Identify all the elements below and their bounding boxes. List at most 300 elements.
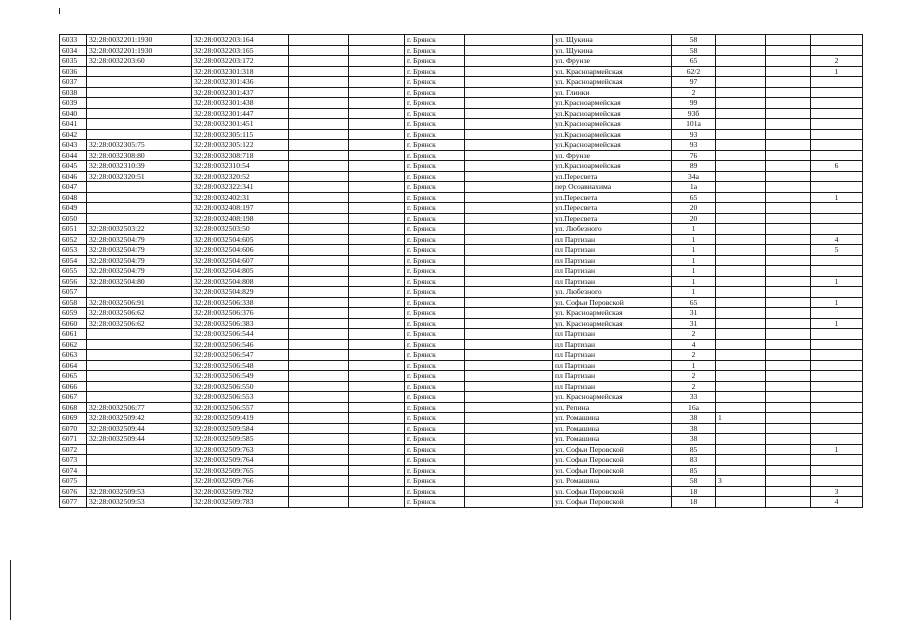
house-number: 1	[672, 287, 716, 298]
count-cell	[811, 98, 863, 109]
parcel-number: 32:28:0032504:79	[87, 245, 192, 256]
house-number: 1	[672, 255, 716, 266]
cadastral-number: 32:28:0032506:547	[192, 350, 289, 361]
blank-cell	[766, 297, 811, 308]
table-row	[60, 35, 863, 46]
note-cell: 3	[716, 476, 766, 487]
blank-cell	[289, 234, 349, 245]
blank-cell	[289, 87, 349, 98]
note-cell	[716, 224, 766, 235]
count-cell: 1	[811, 297, 863, 308]
count-cell: 1	[811, 444, 863, 455]
parcel-number	[87, 444, 192, 455]
parcel-number: 32:28:0032504:80	[87, 276, 192, 287]
street: ул.Красноармейская	[553, 119, 672, 130]
parcel-number: 32:28:0032506:91	[87, 297, 192, 308]
city: г. Брянск	[405, 329, 465, 340]
cadastral-number: 32:28:0032504:605	[192, 234, 289, 245]
blank-cell	[465, 381, 553, 392]
blank-cell	[465, 119, 553, 130]
blank-cell	[766, 276, 811, 287]
city: г. Брянск	[405, 245, 465, 256]
count-cell	[811, 213, 863, 224]
parcel-number	[87, 77, 192, 88]
note-cell	[716, 455, 766, 466]
blank-cell	[465, 77, 553, 88]
house-number: 1	[672, 360, 716, 371]
table-row	[60, 276, 863, 287]
parcel-number: 32:28:0032509:53	[87, 486, 192, 497]
row-number: 6058	[60, 297, 87, 308]
note-cell	[716, 161, 766, 172]
cadastral-number: 32:28:0032408:198	[192, 213, 289, 224]
blank-cell	[766, 224, 811, 235]
cadastral-number: 32:28:0032203:165	[192, 45, 289, 56]
count-cell	[811, 329, 863, 340]
row-number: 6042	[60, 129, 87, 140]
blank-cell	[465, 371, 553, 382]
house-number: 89	[672, 161, 716, 172]
city: г. Брянск	[405, 297, 465, 308]
city: г. Брянск	[405, 150, 465, 161]
blank-cell	[349, 56, 405, 67]
blank-cell	[289, 413, 349, 424]
blank-cell	[289, 497, 349, 508]
street: пер Осоавиахима	[553, 182, 672, 193]
cadastral-number: 32:28:0032301:318	[192, 66, 289, 77]
blank-cell	[349, 308, 405, 319]
table-row	[60, 486, 863, 497]
blank-cell	[289, 35, 349, 46]
city: г. Брянск	[405, 318, 465, 329]
house-number: 58	[672, 476, 716, 487]
row-number: 6072	[60, 444, 87, 455]
blank-cell	[349, 192, 405, 203]
blank-cell	[349, 413, 405, 424]
blank-cell	[349, 329, 405, 340]
blank-cell	[766, 77, 811, 88]
blank-cell	[465, 213, 553, 224]
house-number: 58	[672, 35, 716, 46]
count-cell	[811, 392, 863, 403]
blank-cell	[349, 161, 405, 172]
blank-cell	[465, 402, 553, 413]
blank-cell	[465, 245, 553, 256]
street: пл Партизан	[553, 371, 672, 382]
blank-cell	[289, 476, 349, 487]
cadastral-number: 32:28:0032503:50	[192, 224, 289, 235]
blank-cell	[289, 129, 349, 140]
row-number: 6077	[60, 497, 87, 508]
blank-cell	[289, 329, 349, 340]
city: г. Брянск	[405, 140, 465, 151]
street: пл Партизан	[553, 234, 672, 245]
note-cell	[716, 150, 766, 161]
blank-cell	[349, 224, 405, 235]
blank-cell	[465, 266, 553, 277]
blank-cell	[289, 486, 349, 497]
note-cell	[716, 108, 766, 119]
table-row	[60, 497, 863, 508]
parcel-number	[87, 360, 192, 371]
city: г. Брянск	[405, 476, 465, 487]
note-cell	[716, 245, 766, 256]
blank-cell	[465, 98, 553, 109]
count-cell	[811, 224, 863, 235]
blank-cell	[465, 486, 553, 497]
house-number: 101а	[672, 119, 716, 130]
count-cell	[811, 45, 863, 56]
blank-cell	[766, 266, 811, 277]
parcel-number: 32:28:0032509:42	[87, 413, 192, 424]
house-number: 38	[672, 434, 716, 445]
note-cell	[716, 287, 766, 298]
cadastral-number: 32:28:0032509:585	[192, 434, 289, 445]
blank-cell	[465, 56, 553, 67]
blank-cell	[349, 182, 405, 193]
blank-cell	[349, 35, 405, 46]
blank-cell	[289, 455, 349, 466]
note-cell	[716, 77, 766, 88]
blank-cell	[289, 108, 349, 119]
note-cell	[716, 35, 766, 46]
city: г. Брянск	[405, 276, 465, 287]
count-cell	[811, 35, 863, 46]
blank-cell	[766, 497, 811, 508]
parcel-number	[87, 350, 192, 361]
count-cell: 4	[811, 497, 863, 508]
blank-cell	[465, 497, 553, 508]
table-row	[60, 255, 863, 266]
street: ул.Пересвета	[553, 171, 672, 182]
blank-cell	[349, 455, 405, 466]
house-number: 31	[672, 308, 716, 319]
count-cell	[811, 287, 863, 298]
blank-cell	[289, 434, 349, 445]
note-cell	[716, 434, 766, 445]
table-row	[60, 266, 863, 277]
parcel-number	[87, 87, 192, 98]
row-number: 6040	[60, 108, 87, 119]
blank-cell	[766, 35, 811, 46]
row-number: 6045	[60, 161, 87, 172]
house-number: 1	[672, 234, 716, 245]
parcel-number: 32:28:0032310:39	[87, 161, 192, 172]
blank-cell	[766, 360, 811, 371]
blank-cell	[766, 308, 811, 319]
note-cell	[716, 276, 766, 287]
city: г. Брянск	[405, 56, 465, 67]
blank-cell	[289, 224, 349, 235]
note-cell	[716, 213, 766, 224]
street: ул. Софьи Перовской	[553, 486, 672, 497]
note-cell: 1	[716, 413, 766, 424]
parcel-number	[87, 119, 192, 130]
count-cell	[811, 108, 863, 119]
city: г. Брянск	[405, 108, 465, 119]
row-number: 6041	[60, 119, 87, 130]
blank-cell	[766, 329, 811, 340]
blank-cell	[289, 119, 349, 130]
city: г. Брянск	[405, 371, 465, 382]
city: г. Брянск	[405, 234, 465, 245]
table-row	[60, 171, 863, 182]
blank-cell	[349, 350, 405, 361]
house-number: 1а	[672, 182, 716, 193]
cadastral-number: 32:28:0032506:557	[192, 402, 289, 413]
city: г. Брянск	[405, 350, 465, 361]
cadastral-number: 32:28:0032320:52	[192, 171, 289, 182]
cadastral-number: 32:28:0032504:808	[192, 276, 289, 287]
street: ул.Красноармейская	[553, 140, 672, 151]
city: г. Брянск	[405, 455, 465, 466]
blank-cell	[465, 203, 553, 214]
blank-cell	[465, 465, 553, 476]
table-row	[60, 350, 863, 361]
cadastral-number: 32:28:0032402:31	[192, 192, 289, 203]
city: г. Брянск	[405, 161, 465, 172]
cadastral-number: 32:28:0032203:172	[192, 56, 289, 67]
blank-cell	[349, 297, 405, 308]
cadastral-number: 32:28:0032509:783	[192, 497, 289, 508]
table-row	[60, 129, 863, 140]
table-body	[60, 35, 863, 508]
note-cell	[716, 308, 766, 319]
blank-cell	[465, 45, 553, 56]
parcel-number	[87, 213, 192, 224]
row-number: 6063	[60, 350, 87, 361]
house-number: 76	[672, 150, 716, 161]
blank-cell	[289, 339, 349, 350]
street: ул. Софьи Перовской	[553, 297, 672, 308]
row-number: 6059	[60, 308, 87, 319]
row-number: 6071	[60, 434, 87, 445]
cadastral-number: 32:28:0032506:550	[192, 381, 289, 392]
count-cell	[811, 381, 863, 392]
street: ул.Пересвета	[553, 192, 672, 203]
count-cell	[811, 402, 863, 413]
note-cell	[716, 182, 766, 193]
note-cell	[716, 350, 766, 361]
city: г. Брянск	[405, 339, 465, 350]
cadastral-number: 32:28:0032509:782	[192, 486, 289, 497]
house-number: 65	[672, 297, 716, 308]
house-number: 34а	[672, 171, 716, 182]
row-number: 6062	[60, 339, 87, 350]
row-number: 6069	[60, 413, 87, 424]
blank-cell	[289, 287, 349, 298]
count-cell: 1	[811, 192, 863, 203]
parcel-number: 32:28:0032320:51	[87, 171, 192, 182]
note-cell	[716, 255, 766, 266]
row-number: 6057	[60, 287, 87, 298]
city: г. Брянск	[405, 119, 465, 130]
street: ул. Фрунзе	[553, 150, 672, 161]
city: г. Брянск	[405, 192, 465, 203]
blank-cell	[289, 444, 349, 455]
row-number: 6076	[60, 486, 87, 497]
blank-cell	[289, 213, 349, 224]
blank-cell	[766, 423, 811, 434]
city: г. Брянск	[405, 224, 465, 235]
blank-cell	[766, 161, 811, 172]
blank-cell	[349, 255, 405, 266]
street: пл Партизан	[553, 381, 672, 392]
count-cell	[811, 266, 863, 277]
count-cell	[811, 455, 863, 466]
blank-cell	[465, 171, 553, 182]
street: ул. Софьи Перовской	[553, 444, 672, 455]
cadastral-number: 32:28:0032504:805	[192, 266, 289, 277]
table-row	[60, 308, 863, 319]
blank-cell	[349, 98, 405, 109]
house-number: 1	[672, 245, 716, 256]
parcel-number	[87, 465, 192, 476]
parcel-number: 32:28:0032203:60	[87, 56, 192, 67]
note-cell	[716, 56, 766, 67]
blank-cell	[465, 234, 553, 245]
blank-cell	[289, 371, 349, 382]
parcel-number	[87, 129, 192, 140]
house-number: 85	[672, 444, 716, 455]
table-row	[60, 234, 863, 245]
house-number: 18	[672, 497, 716, 508]
note-cell	[716, 486, 766, 497]
blank-cell	[766, 444, 811, 455]
cadastral-number: 32:28:0032408:197	[192, 203, 289, 214]
note-cell	[716, 318, 766, 329]
blank-cell	[289, 423, 349, 434]
parcel-number	[87, 203, 192, 214]
house-number: 2	[672, 371, 716, 382]
street: ул. Ромашина	[553, 423, 672, 434]
street: ул. Щукина	[553, 45, 672, 56]
street: пл Партизан	[553, 245, 672, 256]
note-cell	[716, 402, 766, 413]
blank-cell	[289, 66, 349, 77]
table-row	[60, 213, 863, 224]
city: г. Брянск	[405, 129, 465, 140]
blank-cell	[349, 45, 405, 56]
row-number: 6066	[60, 381, 87, 392]
street: пл Партизан	[553, 266, 672, 277]
cadastral-number: 32:28:0032504:829	[192, 287, 289, 298]
blank-cell	[349, 150, 405, 161]
table-row	[60, 66, 863, 77]
blank-cell	[289, 77, 349, 88]
city: г. Брянск	[405, 98, 465, 109]
blank-cell	[465, 182, 553, 193]
blank-cell	[766, 56, 811, 67]
blank-cell	[349, 465, 405, 476]
parcel-number: 32:28:0032504:79	[87, 255, 192, 266]
cadastral-number: 32:28:0032506:338	[192, 297, 289, 308]
cadastral-number: 32:28:0032305:122	[192, 140, 289, 151]
blank-cell	[349, 381, 405, 392]
blank-cell	[289, 318, 349, 329]
parcel-number	[87, 476, 192, 487]
blank-cell	[465, 318, 553, 329]
city: г. Брянск	[405, 213, 465, 224]
count-cell: 1	[811, 318, 863, 329]
blank-cell	[766, 140, 811, 151]
blank-cell	[349, 497, 405, 508]
city: г. Брянск	[405, 486, 465, 497]
city: г. Брянск	[405, 392, 465, 403]
blank-cell	[349, 171, 405, 182]
table-row	[60, 444, 863, 455]
count-cell: 2	[811, 56, 863, 67]
cadastral-number: 32:28:0032506:376	[192, 308, 289, 319]
street: ул. Софьи Перовской	[553, 497, 672, 508]
blank-cell	[465, 350, 553, 361]
table-row	[60, 119, 863, 130]
house-number: 93	[672, 140, 716, 151]
blank-cell	[289, 276, 349, 287]
table-row	[60, 287, 863, 298]
city: г. Брянск	[405, 413, 465, 424]
count-cell	[811, 308, 863, 319]
note-cell	[716, 203, 766, 214]
blank-cell	[349, 402, 405, 413]
blank-cell	[349, 119, 405, 130]
note-cell	[716, 465, 766, 476]
parcel-number: 32:28:0032506:62	[87, 308, 192, 319]
note-cell	[716, 297, 766, 308]
street: ул.Пересвета	[553, 213, 672, 224]
table-row	[60, 318, 863, 329]
blank-cell	[766, 108, 811, 119]
blank-cell	[766, 486, 811, 497]
city: г. Брянск	[405, 255, 465, 266]
parcel-number	[87, 455, 192, 466]
street: пл Партизан	[553, 329, 672, 340]
blank-cell	[766, 413, 811, 424]
table-row	[60, 56, 863, 67]
cadastral-number: 32:28:0032506:546	[192, 339, 289, 350]
street: ул. Любезного	[553, 287, 672, 298]
parcel-number: 32:28:0032503:22	[87, 224, 192, 235]
blank-cell	[349, 213, 405, 224]
house-number: 1	[672, 224, 716, 235]
house-number: 31	[672, 318, 716, 329]
city: г. Брянск	[405, 308, 465, 319]
blank-cell	[766, 465, 811, 476]
row-number: 6074	[60, 465, 87, 476]
row-number: 6054	[60, 255, 87, 266]
house-number: 33	[672, 392, 716, 403]
house-number: 2	[672, 329, 716, 340]
street: ул.Красноармейская	[553, 129, 672, 140]
note-cell	[716, 45, 766, 56]
street: ул. Щукина	[553, 35, 672, 46]
note-cell	[716, 266, 766, 277]
row-number: 6039	[60, 98, 87, 109]
blank-cell	[766, 245, 811, 256]
table-row	[60, 329, 863, 340]
blank-cell	[766, 392, 811, 403]
parcel-number	[87, 108, 192, 119]
street: пл Партизан	[553, 360, 672, 371]
house-number: 85	[672, 465, 716, 476]
note-cell	[716, 392, 766, 403]
blank-cell	[465, 413, 553, 424]
cadastral-number: 32:28:0032203:164	[192, 35, 289, 46]
blank-cell	[349, 129, 405, 140]
blank-cell	[465, 287, 553, 298]
cadastral-number: 32:28:0032509:584	[192, 423, 289, 434]
row-number: 6051	[60, 224, 87, 235]
